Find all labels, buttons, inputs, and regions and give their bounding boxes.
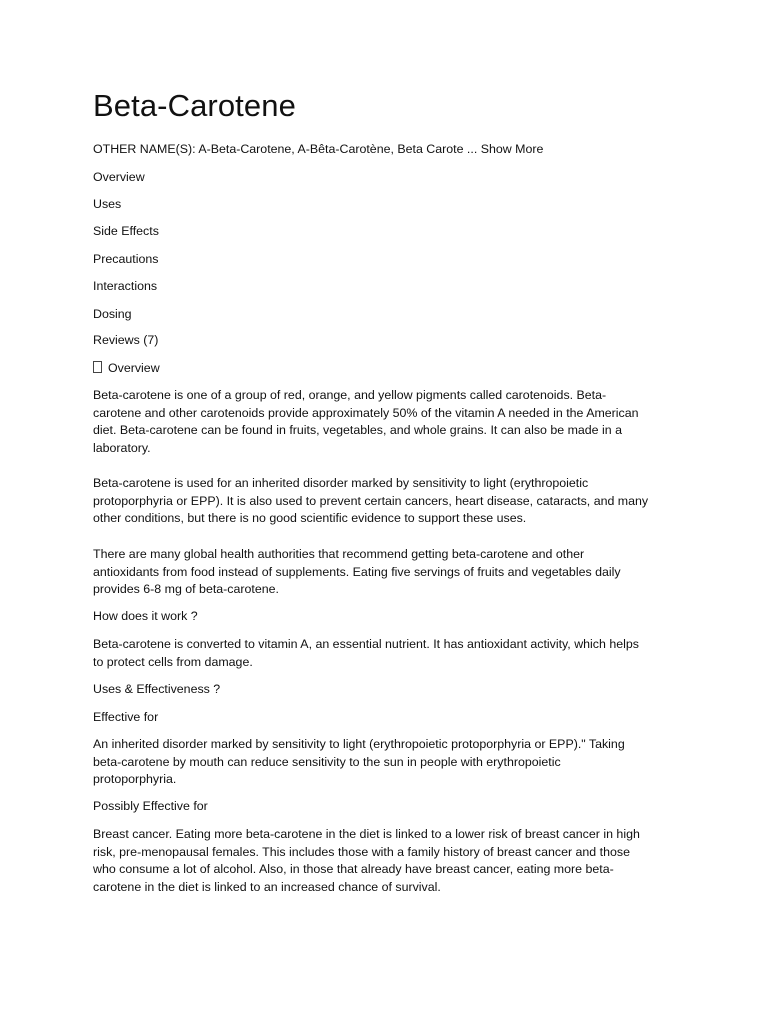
paragraph-mechanism bbox=[93, 636, 683, 671]
paragraph-line: provides 6-8 mg of beta-carotene. bbox=[93, 582, 279, 597]
heading-possibly-effective-for: Possibly Effective for bbox=[93, 799, 208, 813]
paragraph-line: protoporphyria. bbox=[93, 772, 177, 787]
paragraph-uses bbox=[93, 475, 683, 528]
nav-item-overview[interactable]: Overview bbox=[93, 170, 145, 184]
paragraph-line: antioxidants from food instead of supplements. Eating five servings of fruits and vegetables daily bbox=[93, 564, 621, 579]
paragraph-line: An inherited disorder marked by sensitivity to light (erythropoietic protoporphyria or EPP)." Taking bbox=[93, 737, 625, 751]
other-names: OTHER NAME(S): A-Beta-Carotene, A-Bêta-Carotène, Beta Carote ... Show More bbox=[93, 142, 544, 156]
paragraph-line: carotene and other carotenoids provide approximately 50% of the vitamin A needed in the American bbox=[93, 405, 639, 420]
nav-item-uses[interactable]: Uses bbox=[93, 197, 122, 211]
paragraph-line: other conditions, but there is no good scientific evidence to support these uses. bbox=[93, 511, 527, 526]
paragraph-line: carotene in the diet is linked to an increased chance of survival. bbox=[93, 879, 441, 894]
paragraph-line: laboratory. bbox=[93, 440, 151, 455]
paragraph-line: Beta-carotene is converted to vitamin A, an essential nutrient. It has antioxidant activity, which helps bbox=[93, 637, 639, 651]
nav-item-side-effects[interactable]: Side Effects bbox=[93, 224, 159, 238]
paragraph-authorities bbox=[93, 546, 683, 599]
paragraph-line: who consume a lot of alcohol. Also, in those that already have breast cancer, eating more beta- bbox=[93, 862, 614, 877]
page-title: Beta-Carotene bbox=[93, 88, 296, 123]
paragraph-line: to protect cells from damage. bbox=[93, 654, 253, 669]
nav-item-dosing[interactable]: Dosing bbox=[93, 307, 132, 321]
section-heading-label: Overview bbox=[108, 361, 160, 375]
nav-item-reviews[interactable]: Reviews (7) bbox=[93, 333, 159, 347]
paragraph-line: beta-carotene by mouth can reduce sensitivity to the sun in people with erythropoietic bbox=[93, 754, 561, 769]
missing-glyph-icon bbox=[93, 361, 102, 373]
paragraph-line: protoporphyria or EPP). It is also used to prevent certain cancers, heart disease, cataracts, and many bbox=[93, 493, 649, 508]
paragraph-line: Beta-carotene is used for an inherited disorder marked by sensitivity to light (erythropoietic bbox=[93, 476, 589, 490]
paragraph-line: diet. Beta-carotene can be found in fruits, vegetables, and whole grains. It can also be made in a bbox=[93, 423, 622, 438]
nav-item-interactions[interactable]: Interactions bbox=[93, 279, 158, 293]
paragraph-line: Breast cancer. Eating more beta-carotene in the diet is linked to a lower risk of breast cancer in high bbox=[93, 827, 640, 841]
paragraph-line: risk, pre-menopausal females. This includes those with a family history of breast cancer and those bbox=[93, 844, 630, 859]
section-heading-overview bbox=[93, 360, 160, 378]
paragraph-intro bbox=[93, 387, 683, 457]
heading-how-does-it-work: How does it work ? bbox=[93, 609, 198, 623]
nav-item-precautions[interactable]: Precautions bbox=[93, 252, 159, 266]
heading-effective-for: Effective for bbox=[93, 710, 159, 724]
paragraph-line: Beta-carotene is one of a group of red, orange, and yellow pigments called carotenoids. Beta- bbox=[93, 388, 607, 402]
heading-uses-effectiveness: Uses & Effectiveness ? bbox=[93, 682, 221, 696]
paragraph-breast-cancer bbox=[93, 826, 683, 896]
paragraph-epp bbox=[93, 736, 683, 789]
paragraph-line: There are many global health authorities that recommend getting beta-carotene and other bbox=[93, 547, 585, 561]
